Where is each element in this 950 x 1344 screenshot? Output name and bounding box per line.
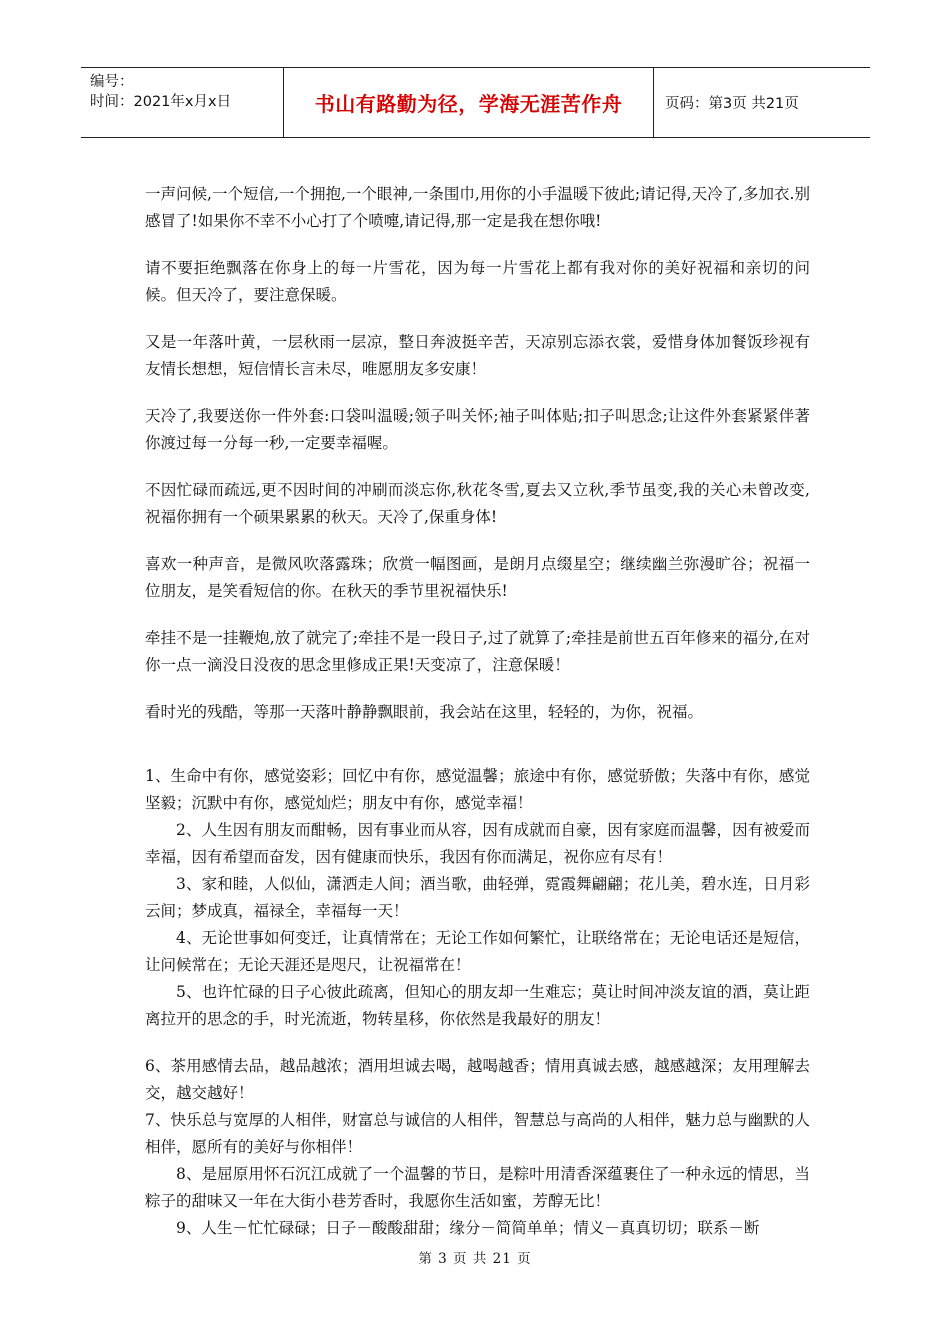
list-item: 1、生命中有你，感觉姿彩；回忆中有你，感觉温馨；旅途中有你，感觉骄傲；失落中有你，感觉坚毅；沉默中有你，感觉灿烂；朋友中有你，感觉幸福！ (145, 767, 810, 812)
page-footer: 第 3 页 共 21 页 (418, 1251, 532, 1267)
paragraph: 请不要拒绝飘落在你身上的每一片雪花，因为每一片雪花上都有我对你的美好祝福和亲切的问候。但天冷了，要注意保暖。 (145, 259, 810, 304)
list-item: 5、也许忙碌的日子心彼此疏离，但知心的朋友却一生难忘；莫让时间冲淡友谊的酒，莫让距离拉开的思念的手，时光流逝，物转星移，你依然是我最好的朋友！ (145, 983, 810, 1028)
paragraph: 牵挂不是一挂鞭炮,放了就完了;牵挂不是一段日子,过了就算了;牵挂是前世五百年修来的福分,在对你一点一滴没日没夜的思念里修成正果!天变凉了，注意保暖！ (145, 629, 810, 674)
document-body (145, 181, 810, 1242)
page-header (81, 67, 870, 138)
paragraph: 看时光的残酷，等那一天落叶静静飘眼前，我会站在这里，轻轻的，为你，祝福。 (145, 703, 704, 721)
paragraph: 一声问候,一个短信,一个拥抱,一个眼神,一条围巾,用你的小手温暖下彼此;请记得,天冷了,多加衣.别感冒了!如果你不幸不小心打了个喷嚏,请记得,那一定是我在想你哦! (145, 185, 810, 230)
list-item: 8、是屈原用怀石沉江成就了一个温馨的节日，是粽叶用清香深蕴裹住了一种永远的情思，当粽子的甜味又一年在大街小巷芳香时，我愿你生活如蜜，芳醇无比！ (145, 1165, 810, 1210)
time-label: 时间：2021年x月x日 (90, 94, 232, 110)
list-item: 9、人生－忙忙碌碌；日子－酸酸甜甜；缘分－简简单单；情义－真真切切；联系－断 (176, 1219, 760, 1237)
paragraph: 不因忙碌而疏远,更不因时间的冲刷而淡忘你,秋花冬雪,夏去又立秋,季节虽变,我的关心未曾改变,祝福你拥有一个硕果累累的秋天。天冷了,保重身体! (145, 481, 810, 526)
list-item: 4、无论世事如何变迁，让真情常在；无论工作如何繁忙，让联络常在；无论电话还是短信，让问候常在；无论天涯还是咫尺，让祝福常在！ (145, 929, 810, 974)
paragraph: 天冷了,我要送你一件外套:口袋叫温暖;领子叫关怀;袖子叫体贴;扣子叫思念;让这件外套紧紧伴著你渡过每一分每一秒,一定要幸福喔。 (145, 407, 810, 452)
list-item: 7、快乐总与宽厚的人相伴，财富总与诚信的人相伴，智慧总与高尚的人相伴，魅力总与幽默的人相伴，愿所有的美好与你相伴！ (145, 1111, 810, 1156)
paragraph: 喜欢一种声音，是微风吹落露珠；欣赏一幅图画，是朗月点缀星空；继续幽兰弥漫旷谷；祝福一位朋友，是笑看短信的你。在秋天的季节里祝福快乐! (145, 555, 810, 600)
header-motto: 书山有路勤为径，学海无涯苦作舟 (284, 68, 654, 137)
serial-label: 编号： (90, 74, 134, 90)
header-page-info: 页码：第3页 共21页 (665, 96, 799, 112)
list-item: 3、家和睦，人似仙，潇洒走人间；酒当歌，曲轻弹，霓霞舞翩翩；花儿美，碧水连，日月彩云间；梦成真，福禄全，幸福每一天！ (145, 875, 810, 920)
header-meta (81, 68, 284, 137)
list-item: 2、人生因有朋友而酣畅，因有事业而从容，因有成就而自豪，因有家庭而温馨，因有被爱而幸福，因有希望而奋发，因有健康而快乐，我因有你而满足，祝你应有尽有！ (145, 821, 810, 866)
paragraph: 又是一年落叶黄，一层秋雨一层凉，整日奔波挺辛苦，天凉别忘添衣裳，爱惜身体加餐饭珍视有友情长想想，短信情长言未尽，唯愿朋友多安康！ (145, 333, 810, 378)
list-item: 6、茶用感情去品，越品越浓；酒用坦诚去喝，越喝越香；情用真诚去感，越感越深；友用理解去交，越交越好！ (145, 1057, 810, 1102)
